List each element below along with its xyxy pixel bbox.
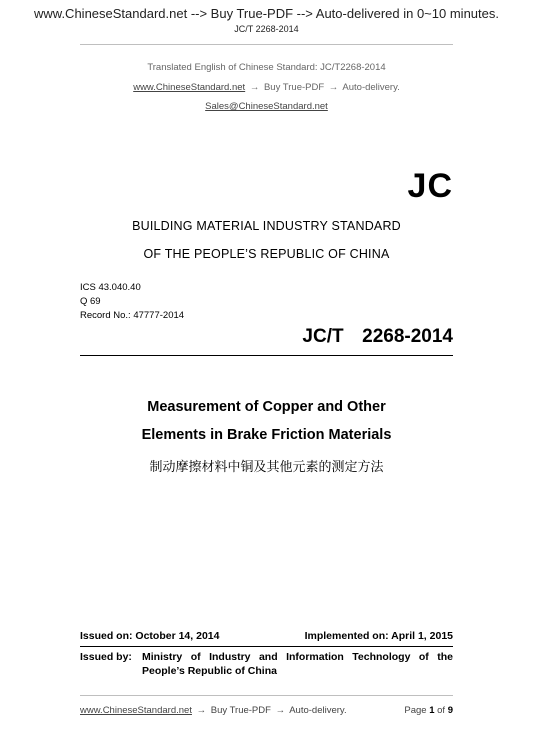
arrow-right-icon: → xyxy=(328,82,339,93)
record-number: Record No.: 47777-2014 xyxy=(80,310,185,321)
page-label: Page xyxy=(404,705,427,716)
implemented-on: Implemented on: April 1, 2015 xyxy=(304,630,453,642)
arrow-right-icon: → xyxy=(275,705,286,716)
footer-divider xyxy=(80,695,453,696)
buy-text: Buy True-PDF xyxy=(263,82,325,93)
delivery-text: Auto-delivery. xyxy=(342,82,400,93)
footer-delivery-text: Auto-delivery. xyxy=(289,705,347,716)
title-chinese: 制动摩擦材料中铜及其他元素的测定方法 xyxy=(149,460,384,475)
top-banner: www.ChineseStandard.net --> Buy True-PDF --> Auto-delivered in 0~10 minutes. xyxy=(34,6,499,21)
issued-by-value: Ministry of Industry and Information Technology of the People’s Republic of China xyxy=(142,651,453,677)
q-code: Q 69 xyxy=(80,296,101,307)
standard-name-line1: BUILDING MATERIAL INDUSTRY STANDARD xyxy=(132,219,401,233)
title-line1: Measurement of Copper and Other xyxy=(147,399,386,415)
issue-dates xyxy=(80,630,453,642)
footer-buy-line xyxy=(80,705,347,716)
issue-divider xyxy=(80,646,453,647)
header-doc-code: JC/T 2268-2014 xyxy=(234,24,299,34)
issued-by-label: Issued by: xyxy=(80,651,132,663)
standard-name-line2: OF THE PEOPLE’S REPUBLIC OF CHINA xyxy=(143,247,390,261)
title-line2: Elements in Brake Friction Materials xyxy=(141,427,392,443)
code-divider xyxy=(80,355,453,356)
issued-by xyxy=(80,650,453,678)
footer-buy-text: Buy True-PDF xyxy=(210,705,271,716)
standard-code: JC/T 2268-2014 xyxy=(302,326,453,347)
arrow-right-icon: → xyxy=(196,705,207,716)
ics-code: ICS 43.040.40 xyxy=(80,282,141,293)
footer-site-link[interactable]: www.ChineseStandard.net xyxy=(80,705,192,716)
email-link[interactable]: Sales@ChineseStandard.net xyxy=(205,101,328,112)
buy-line xyxy=(0,82,533,93)
page-total: 9 xyxy=(447,705,453,716)
page-indicator xyxy=(404,705,453,716)
page-current: 1 xyxy=(429,705,435,716)
site-link[interactable]: www.ChineseStandard.net xyxy=(133,82,246,93)
standard-mark: JC xyxy=(407,167,453,205)
arrow-right-icon: → xyxy=(249,82,260,93)
page-of: of xyxy=(437,705,446,716)
issued-on: Issued on: October 14, 2014 xyxy=(80,630,220,642)
header-divider xyxy=(80,44,453,45)
translation-note: Translated English of Chinese Standard: JC/T2268-2014 xyxy=(147,62,386,73)
email-line xyxy=(0,101,533,112)
